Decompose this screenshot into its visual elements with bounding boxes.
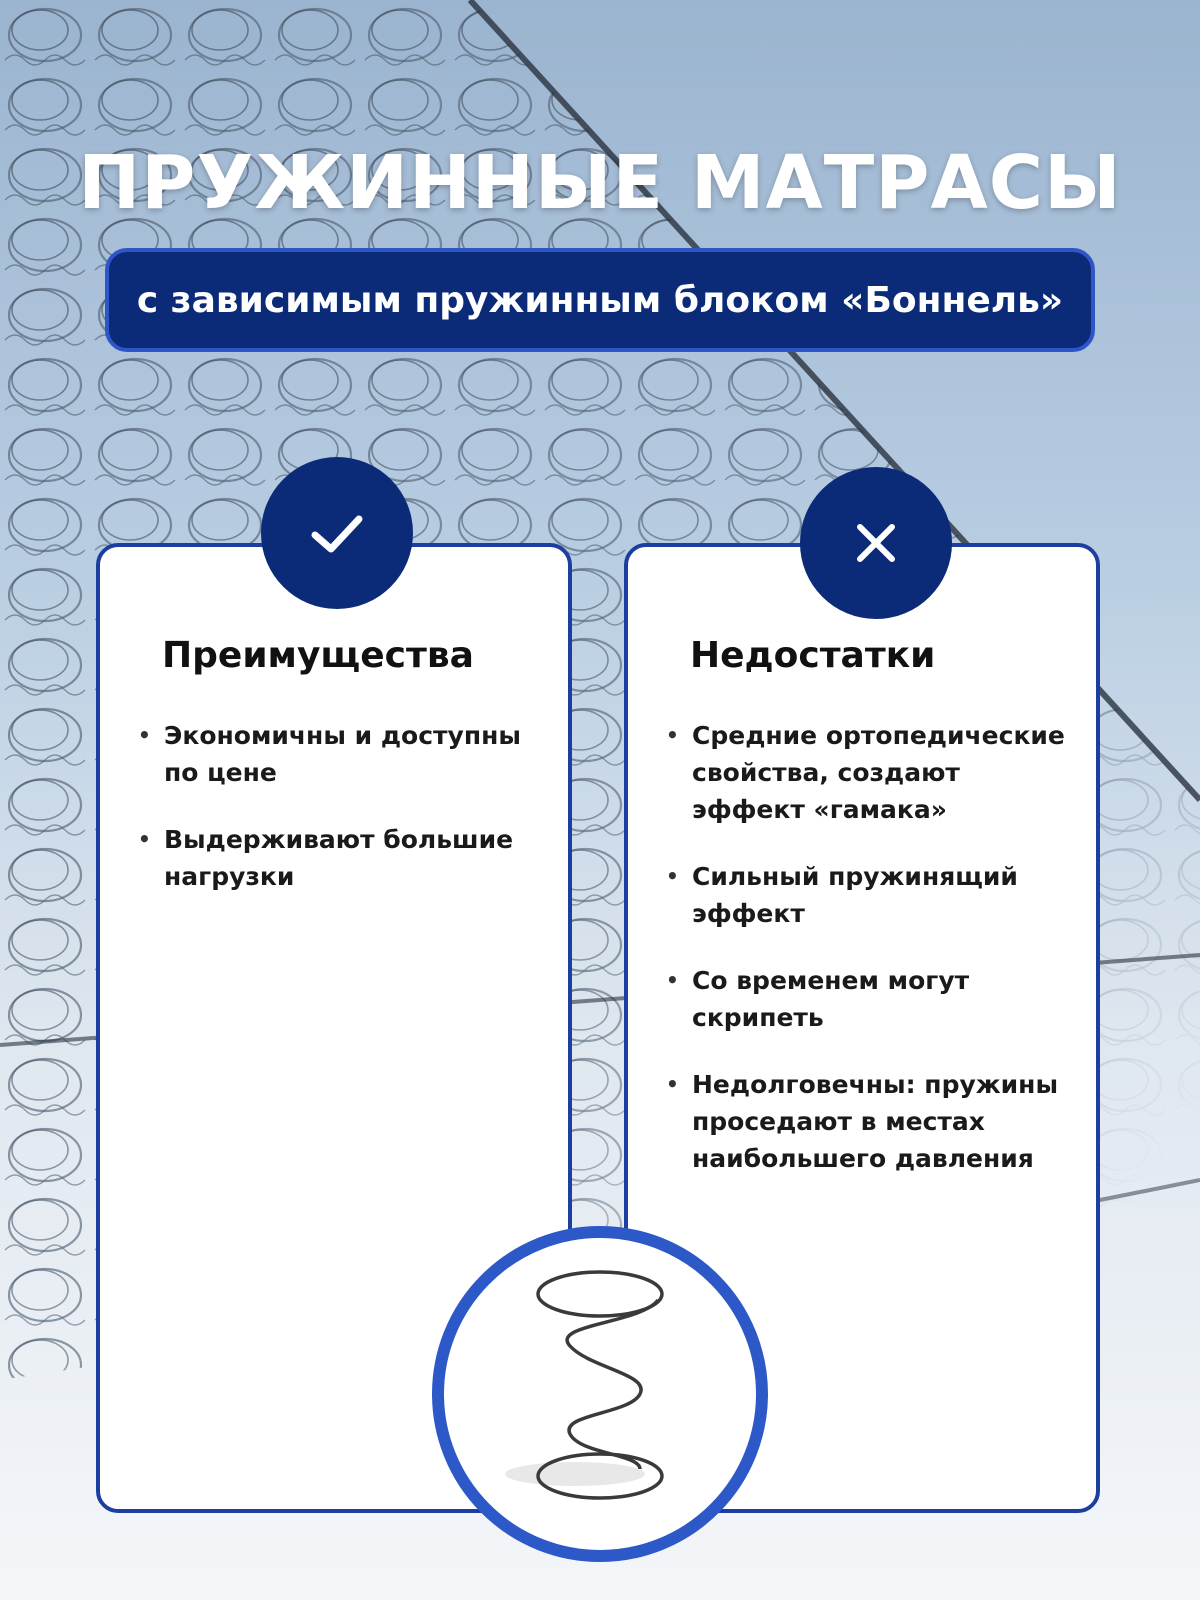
list-item: • Со временем могут скрипеть — [666, 962, 1078, 1036]
page-title: ПРУЖИННЫЕ МАТРАСЫ — [78, 140, 1122, 226]
advantages-badge — [261, 457, 413, 609]
disadvantages-badge — [800, 467, 952, 619]
bonnell-spring-icon — [490, 1264, 710, 1524]
advantages-list — [138, 717, 550, 925]
close-icon — [848, 515, 904, 571]
list-item: • Недолговечны: пружины проседают в местах наибольшего давления — [666, 1066, 1078, 1177]
advantages-title: Преимущества — [162, 635, 474, 676]
disadvantages-list — [666, 717, 1078, 1207]
list-item: • Выдерживают большие нагрузки — [138, 821, 550, 895]
list-item: • Экономичны и доступны по цене — [138, 717, 550, 791]
list-item: • Сильный пружинящий эффект — [666, 858, 1078, 932]
subtitle-text: с зависимым пружинным блоком «Боннель» — [136, 279, 1064, 321]
spring-image-circle — [432, 1226, 768, 1562]
subtitle-banner — [105, 248, 1095, 352]
disadvantages-title: Недостатки — [690, 635, 936, 676]
check-icon — [305, 501, 369, 565]
list-item: • Средние ортопедические свойства, создают эффект «гамака» — [666, 717, 1078, 828]
